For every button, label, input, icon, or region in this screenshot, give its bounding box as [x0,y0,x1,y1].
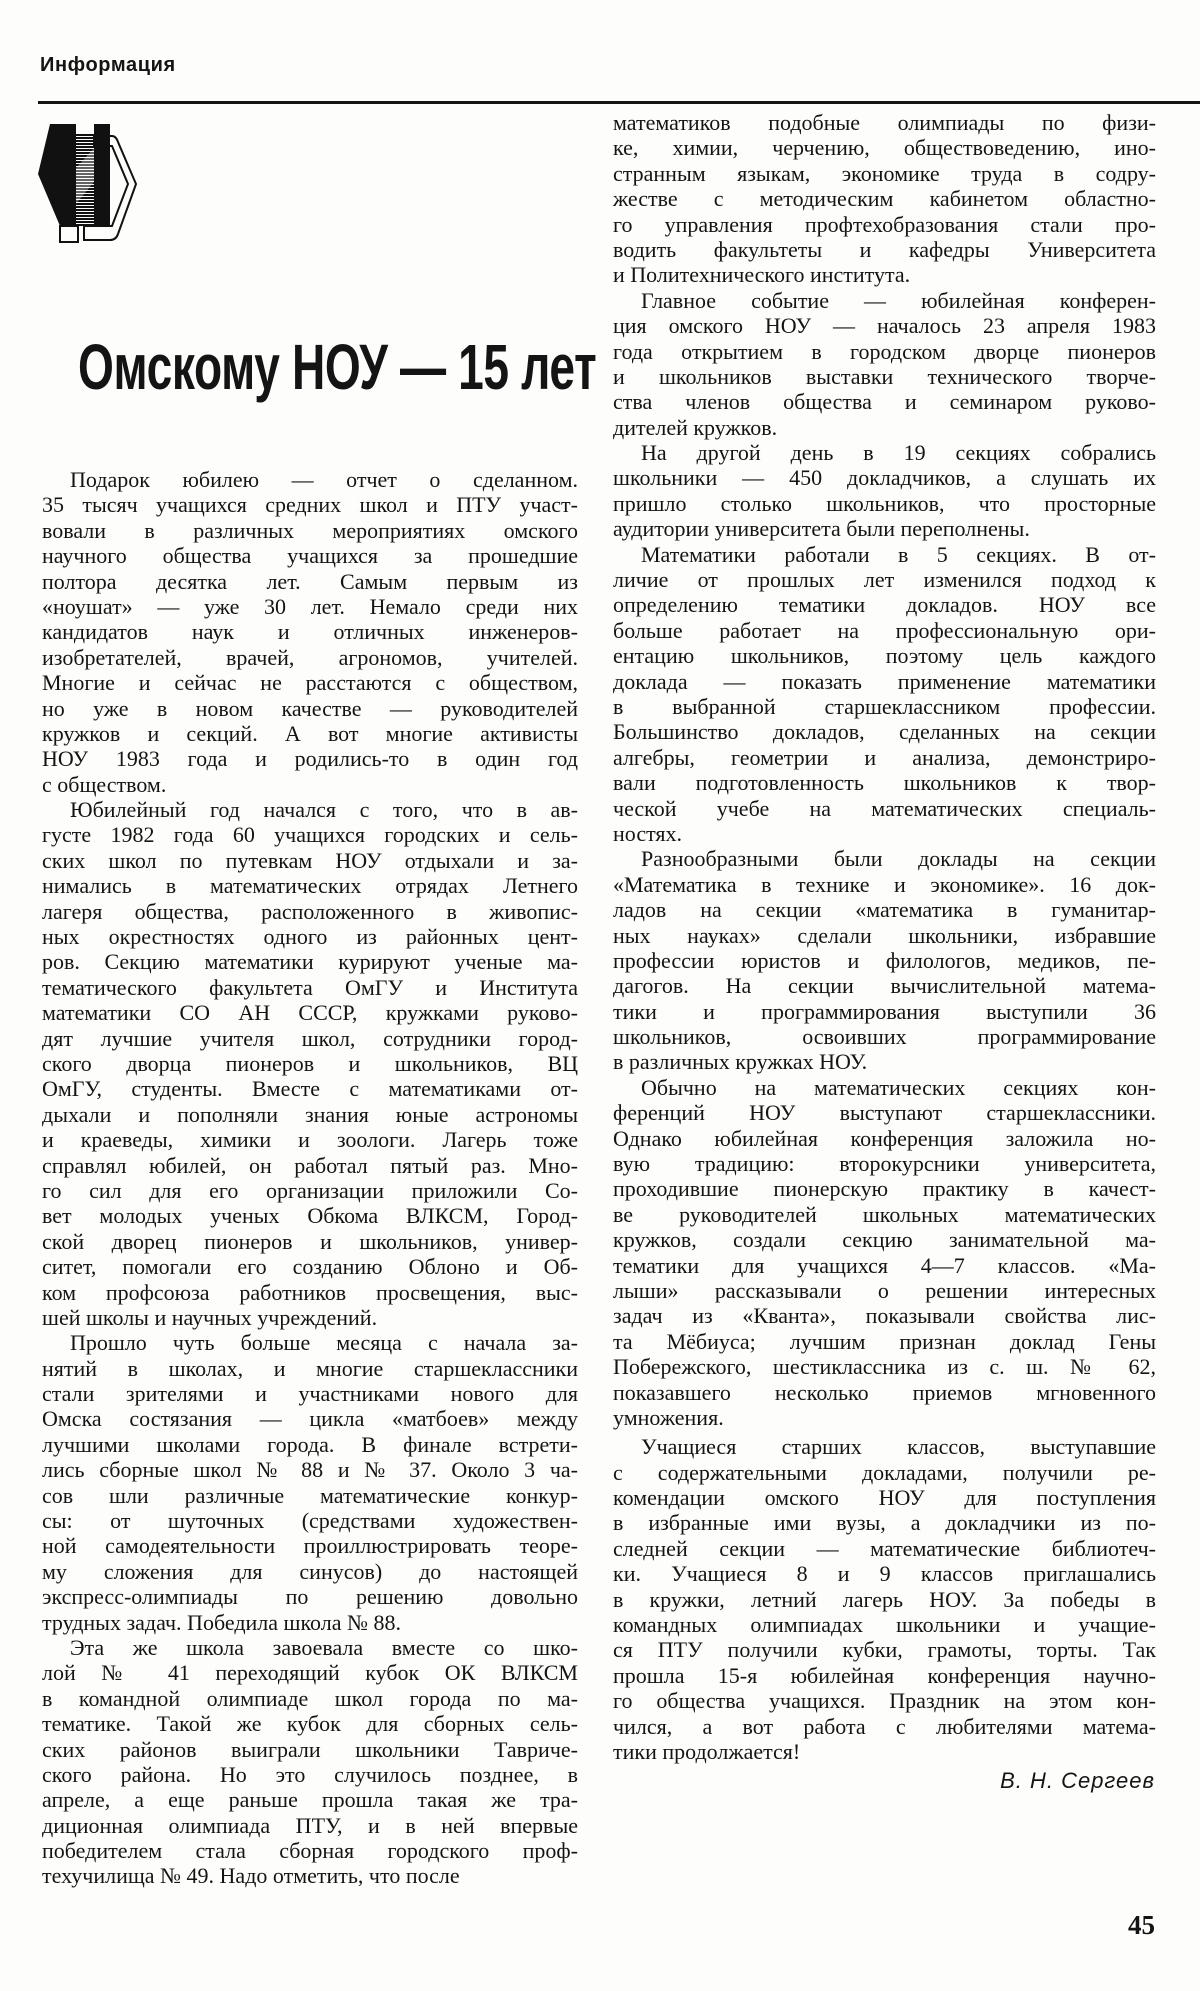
text-line: алгебры, геометрии и анализа, демонстриро- [613,744,1156,770]
author-signature: В. Н. Сергеев [1000,1768,1155,1793]
text-line: дыхали и пополняли знания юные астрономы [42,1101,578,1127]
text-line: в командной олимпиаде школ города по ма- [42,1685,578,1711]
text-line: Математики работали в 5 секциях. В от- [641,541,1156,567]
text-line: нимались в математических отрядах Летнего [42,873,578,899]
text-line: Многие и сейчас не расстаются с обществом, [42,670,578,696]
text-line: «Математика в технике и экономике». 16 док- [613,871,1156,897]
text-line: экспресс-олимпиады по решению довольно [42,1584,578,1610]
text-line: с обществом. [42,771,167,797]
text-line: го управления профтехобразования стали про- [613,211,1156,237]
text-line: кружков и секций. А вот многие активисты [42,720,578,746]
text-line: лучшими школами города. В финале встрети- [42,1431,578,1457]
text-line: кандидатов наук и отличных инженеров- [42,619,578,645]
text-line: тики продолжается! [613,1739,801,1764]
paragraph [613,1075,1156,1430]
text-line: ских районов выиграли школьники Тавриче- [42,1736,578,1762]
text-line: сов шли различные математические конкур- [42,1482,578,1508]
text-line: ференций НОУ выступают старшеклассники. [613,1100,1156,1126]
text-line: ских школ по путевкам НОУ отдыхали и за- [42,847,578,873]
text-line: лагеря общества, расположенного в живопис- [42,898,578,924]
text-line: ностях. [613,820,683,846]
text-line: ентацию школьников, поэтому цель каждого [613,643,1156,669]
text-line: следней секции — математические библиотеч- [613,1535,1156,1561]
text-line: «ноушат» — уже 30 лет. Немало среди них [42,593,578,619]
paragraph [42,1635,578,1889]
text-line: Большинство докладов, сделанных на секции [613,719,1156,745]
text-line: полтора десятка лет. Самым первым из [42,568,578,594]
paragraph [42,1330,578,1635]
text-line: ве руководителей школьных математических [613,1201,1156,1227]
text-line: Обычно на математических секциях кон- [641,1074,1156,1100]
text-line: кружков, создали секцию занимательной ма- [613,1227,1156,1253]
text-line: Омска состязания — цикла «матбоев» между [42,1406,578,1432]
text-line: математики СО АН СССР, кружками руково- [42,1000,578,1026]
text-line: НОУ 1983 года и родились-то в один год [42,746,578,772]
text-line: густе 1982 года 60 учащихся городских и сель- [42,822,578,848]
text-line: сы: от шуточных (средствами художествен- [42,1508,578,1534]
text-line: комендации омского НОУ для поступления [613,1485,1156,1511]
text-line: ке, химии, черчению, обществоведению, ино- [613,135,1156,161]
text-line: шей школы и научных учреждений. [42,1304,378,1330]
text-line: но уже в новом качестве — руководителей [42,695,578,721]
text-line: ского дворца пионеров и школьников, ВЦ [42,1050,578,1076]
text-line: апреле, а еще раньше прошла такая же тра- [42,1787,578,1813]
text-line: вет молодых ученых Обкома ВЛКСМ, Город- [42,1203,578,1229]
text-line: научного общества учащихся за прошедшие [42,543,578,569]
text-line: определению тематики докладов. НОУ все [613,592,1156,618]
text-line: ческой учебе на математических специаль- [613,795,1156,821]
text-line: странным языкам, экономике труда в содру- [613,160,1156,186]
text-line: ся ПТУ получили кубки, грамоты, торты. Так [613,1637,1156,1663]
text-line: тематики для учащихся 4—7 классов. «Ма- [613,1252,1156,1278]
text-line: больше работает на профессиональную ори- [613,617,1156,643]
text-line: пришло столько школьников, что просторные [613,490,1156,516]
text-line: школьников, освоивших программирование [613,1024,1156,1050]
text-line: вую традицию: второкурсники университета, [613,1151,1156,1177]
paragraph [613,846,1156,1075]
text-line: вовали в различных мероприятиях омского [42,517,578,543]
text-line: ком профсоюза работников просвещения, выс- [42,1279,578,1305]
text-line: тики и программирования выступили 36 [613,998,1156,1024]
text-line: Прошло чуть больше месяца с начала за- [70,1330,578,1356]
text-line: стали зрителями и участниками нового для [42,1381,578,1407]
text-line: го сил для его организации приложили Со- [42,1177,578,1203]
text-line: аудитории университета были переполнены. [613,516,1030,542]
text-line: ОмГУ, студенты. Вместе с математиками от- [42,1076,578,1102]
text-line: жестве с методическим кабинетом областно- [613,186,1156,212]
text-line: Учащиеся старших классов, выступавшие [641,1434,1156,1460]
text-line: справлял юбилей, он работал пятый раз. Мно- [42,1152,578,1178]
right-column [613,110,1156,1764]
text-line: победителем стала сборная городского проф- [42,1838,578,1864]
text-line: математиков подобные олимпиады по физи- [613,110,1156,135]
paragraph [42,467,578,797]
text-line: трудных задач. Победила школа № 88. [42,1609,401,1635]
paragraph [613,110,1156,288]
nou-logo-icon [36,122,142,246]
text-line: года открытием в городском дворце пионеров [613,338,1156,364]
text-line: 35 тысяч учащихся средних школ и ПТУ участ- [42,492,578,518]
text-line: Юбилейный год начался с того, что в ав- [70,797,578,823]
text-line: ситет, помогали его созданию Облоно и Об- [42,1254,578,1280]
text-line: ства членов общества и семинаром руково- [613,389,1156,415]
text-line: На другой день в 19 секциях собрались [641,440,1156,466]
paragraph [613,1434,1156,1764]
text-line: ров. Секцию математики курируют ученые ма- [42,949,578,975]
text-line: Главное событие — юбилейная конферен- [641,287,1156,313]
text-line: Разнообразными были доклады на секции [641,846,1156,872]
text-line: ки. Учащиеся 8 и 9 классов приглашались [613,1561,1156,1587]
text-line: с содержательными докладами, получили ре- [613,1459,1156,1485]
page-number: 45 [1128,1910,1155,1940]
text-line: лой № 41 переходящий кубок ОК ВЛКСМ [42,1660,578,1686]
paragraph [42,797,578,1330]
text-line: ных окрестностях одного из районных цент- [42,924,578,950]
text-line: в выбранной старшеклассником профессии. [613,693,1156,719]
text-line: чился, а вот работа с любителями матема- [613,1713,1156,1739]
paragraph [613,288,1156,440]
text-line: техучилища № 49. Надо отметить, что после [42,1863,460,1889]
text-line: личие от прошлых лет изменился подход к [613,567,1156,593]
header-rule [38,101,1200,104]
text-line: лыши» рассказывали о решении интересных [613,1277,1156,1303]
text-line: Однако юбилейная конференция заложила но- [613,1125,1156,1151]
text-line: показавшего несколько приемов мгновенного [613,1379,1156,1405]
left-column [42,467,578,1889]
text-line: и краеведы, химики и зоологи. Лагерь тоже [42,1127,578,1153]
article-title: Омскому НОУ — 15 лет [78,331,597,403]
text-line: вали подготовленность школьников к твор- [613,770,1156,796]
text-line: ладов на секции «математика в гуманитар- [613,897,1156,923]
text-line: ция омского НОУ — началось 23 апреля 1983 [613,313,1156,339]
text-line: тематического факультета ОмГУ и Института [42,974,578,1000]
text-line: ской дворец пионеров и школьников, универ- [42,1228,578,1254]
text-line: в избранные ими вузы, а докладчики из по- [613,1510,1156,1536]
text-line: водить факультеты и кафедры Университета [613,236,1156,262]
text-line: ной самодеятельности проиллюстрировать теоре- [42,1533,578,1559]
text-line: го общества учащихся. Праздник на этом кон- [613,1688,1156,1714]
text-line: задач из «Кванта», показывали свойства лис- [613,1303,1156,1329]
text-line: умножения. [613,1404,724,1430]
text-line: проходившие пионерскую практику в качест- [613,1176,1156,1202]
text-line: в различных кружках НОУ. [613,1049,868,1075]
text-line: ского района. Но это случилось позднее, в [42,1761,578,1787]
text-line: Побережского, шестиклассника из с. ш. № 62, [613,1354,1156,1380]
text-line: и школьников выставки технического творче- [613,363,1156,389]
text-line: ных науках» сделали школьники, избравшие [613,922,1156,948]
text-line: лись сборные школ № 88 и № 37. Около 3 ча- [42,1457,578,1483]
text-line: прошла 15-я юбилейная конференция научно- [613,1662,1156,1688]
text-line: дагогов. На секции вычислительной матема- [613,973,1156,999]
text-line: школьники — 450 докладчиков, а слушать их [613,465,1156,491]
text-line: дителей кружков. [613,414,778,440]
text-line: в кружки, летний лагерь НОУ. За победы в [613,1586,1156,1612]
text-line: дят лучшие учителя школ, сотрудники город- [42,1025,578,1051]
paragraph [613,440,1156,542]
text-line: и Политехнического института. [613,262,911,288]
section-label: Информация [40,54,176,76]
text-line: изобретателей, врачей, агрономов, учителей. [42,644,578,670]
paragraph [613,542,1156,847]
text-line: нятий в школах, и многие старшеклассники [42,1355,578,1381]
text-line: доклада — показать применение математики [613,668,1156,694]
text-line: диционная олимпиада ПТУ, и в ней впервые [42,1812,578,1838]
text-line: му сложения для синусов) до настоящей [42,1558,578,1584]
text-line: Эта же школа завоевала вместе со шко- [70,1634,578,1660]
text-line: та Мёбиуса; лучшим признан доклад Гены [613,1328,1156,1354]
text-line: тематике. Такой же кубок для сборных сель- [42,1711,578,1737]
text-line: Подарок юбилею — отчет о сделанном. [70,467,578,492]
text-line: командных олимпиадах школьники и учащие- [613,1612,1156,1638]
text-line: профессии юристов и филологов, медиков, пе- [613,947,1156,973]
